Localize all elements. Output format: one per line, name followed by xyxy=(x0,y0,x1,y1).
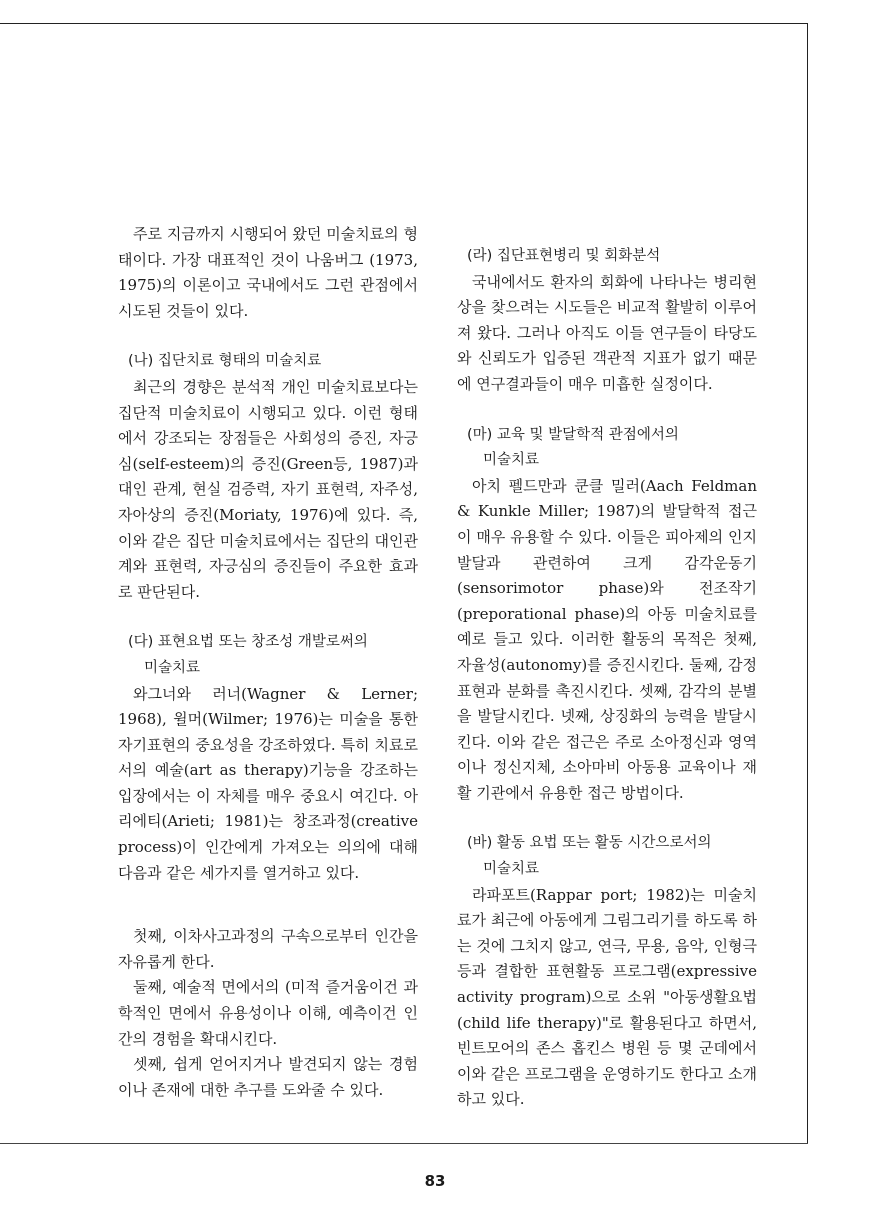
list-item-3: 셋째, 쉽게 얻어지거나 발견되지 않는 경험이나 존재에 대한 추구를 도와줄 수 있다. xyxy=(118,1055,418,1099)
section-ba-heading: (바) 활동 요법 또는 활동 시간으로서의 xyxy=(467,835,712,852)
section-ra-body: 국내에서도 환자의 회화에 나타나는 병리현상을 찾으려는 시도들은 비교적 활발히 이루어져 왔다. 그러나 아직도 이들 연구들이 타당도와 신뢰도가 입증된 객관적 지표가 없기 때문에 연구결과들이 매우 미흡한 실정이다. xyxy=(457,272,757,393)
right-column xyxy=(457,244,757,1113)
intro-paragraph: 주로 지금까지 시행되어 왔던 미술치료의 형태이다. 가장 대표적인 것이 나움버그 (1973, 1975)의 이론이고 국내에서도 그런 관점에서 시도된 것들이 있다. xyxy=(118,225,418,320)
list-item-2: 둘째, 예술적 면에서의 (미적 즐거움이건 과학적인 면에서 유용성이나 이해, 예측이건 인간의 경험을 확대시킨다. xyxy=(118,978,418,1048)
section-ra-heading: (라) 집단표현병리 및 회화분석 xyxy=(467,248,661,264)
top-rule xyxy=(0,23,808,24)
section-na-heading: (나) 집단치료 형태의 미술치료 xyxy=(128,353,322,370)
section-na-body: 최근의 경향은 분석적 개인 미술치료보다는 집단적 미술치료이 시행되고 있다. 이런 형태에서 강조되는 장점들은 사회성의 증진, 자긍심(self-esteem)의 증진(Green등, 1987)과 대인 관계, 현실 검증력, 자기 표현력, 자주성, 자아상의 증진(Moriaty, 1976)에 있다. 즉, 이와 같은 집단 미술치료에서는 집단의 대인관계와 표현력, 자긍심의 증진들이 주요한 효과로 판단된다. xyxy=(118,377,418,601)
list-item-1: 첫째, 이차사고과정의 구속으로부터 인간을 자유롭게 한다. xyxy=(118,927,418,971)
section-ba-heading-cont: 미술치료 xyxy=(483,861,540,878)
section-da-heading: (다) 표현요법 또는 창조성 개발로써의 xyxy=(128,634,368,651)
section-ba-body: 라파포트(Rappar port; 1982)는 미술치료가 최근에 아동에게 그림그리기를 하도록 하는 것에 그치지 않고, 연극, 무용, 음악, 인형극 등과 결합한 표현활동 프로그램(expressive activity program)으로 소위 "아동생활요법(child life therapy)"로 활용된다고 하면서, 빈트모어의 존스 홉킨스 병원 등 몇 군데에서 이와 같은 프로그램을 운영하기도 한다고 소개하고 있다. xyxy=(457,885,757,1109)
section-ma-heading: (마) 교육 및 발달학적 관점에서의 xyxy=(467,426,679,443)
section-da-body: 와그너와 러너(Wagner & Lerner; 1968), 윌머(Wilmer; 1976)는 미술을 통한 자기표현의 중요성을 강조하였다. 특히 치료로서의 예술(art as therapy)기능을 강조하는 입장에서는 이 자체를 매우 중요시 여긴다. 아리에티(Arieti; 1981)는 창조과정(creative process)이 인간에게 가져오는 의의에 대해 다음과 같은 세가지를 열거하고 있다. xyxy=(118,684,418,882)
section-ma-body: 아치 펠드만과 쿤클 밀러(Aach Feldman & Kunkle Miller; 1987)의 발달학적 접근이 매우 유용할 수 있다. 이들은 피아제의 인지발달과 관련하여 크게 감각운동기(sensorimotor phase)와 전조작기(preporational phase)의 아동 미술치료를 예로 들고 있다. 이러한 활동의 목적은 첫째, 자율성(autonomy)를 증진시킨다. 둘째, 감정표현과 분화를 촉진시킨다. 셋째, 감각의 분별을 발달시킨다. 넷째, 상징화의 능력을 발달시킨다. 이와 같은 접근은 주로 소아정신과 영역이나 정신지체, 소아마비 아동용 교육이나 재활 기관에서 유용한 접근 방법이다. xyxy=(457,476,757,802)
bottom-rule xyxy=(0,1143,808,1144)
right-rule xyxy=(807,23,808,1143)
page-number: 83 xyxy=(424,1172,446,1190)
section-ma-heading-cont: 미술치료 xyxy=(483,452,540,469)
spacer xyxy=(118,886,418,924)
left-column xyxy=(118,222,418,1103)
section-da-heading-cont: 미술치료 xyxy=(144,659,201,676)
